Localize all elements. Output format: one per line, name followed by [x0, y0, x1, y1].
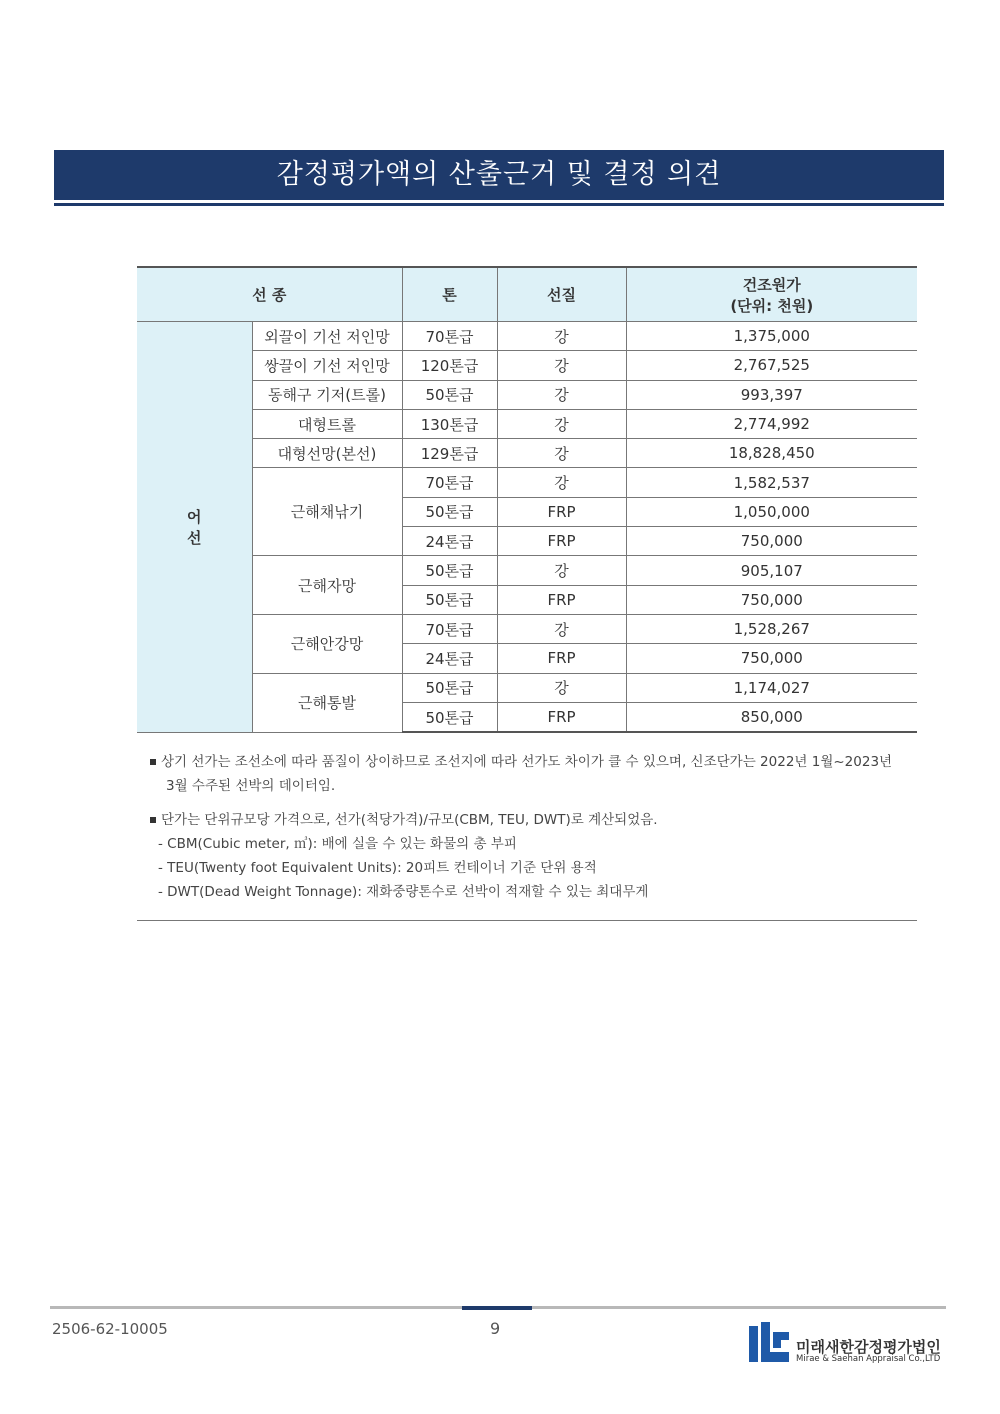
material-cell: 강 [497, 614, 626, 643]
company-name-en: Mirae & Saehan Appraisal Co.,LTD [796, 1354, 941, 1364]
note-cbm: - CBM(Cubic meter, ㎥): 배에 실을 수 있는 화물의 총 부피 [158, 836, 517, 852]
material-cell: 강 [497, 556, 626, 585]
material-cell: FRP [497, 527, 626, 556]
vessel-type-cell: 대형트롤 [252, 409, 402, 438]
table-row [137, 409, 917, 438]
footer-divider-accent [462, 1306, 532, 1310]
header-type: 선 종 [137, 267, 402, 322]
material-cell: 강 [497, 439, 626, 468]
vessel-type-cell: 대형선망(본선) [252, 439, 402, 468]
price-cell: 1,582,537 [626, 468, 917, 497]
table-row [137, 673, 917, 702]
category-label: 어 선 [187, 507, 202, 547]
ton-cell: 50톤급 [402, 556, 497, 585]
company-name: 미래새한감정평가법인 [796, 1338, 941, 1356]
table-row [137, 439, 917, 468]
price-cell: 750,000 [626, 644, 917, 673]
price-cell: 750,000 [626, 585, 917, 614]
price-cell: 905,107 [626, 556, 917, 585]
bullet-icon [150, 759, 156, 765]
ton-cell: 24톤급 [402, 644, 497, 673]
page-number: 9 [490, 1319, 501, 1338]
vessel-type-cell: 근해자망 [252, 556, 402, 615]
ton-cell: 50톤급 [402, 380, 497, 409]
note-1-line-2: 3월 수주된 선박의 데이터임. [166, 778, 336, 794]
material-cell: FRP [497, 644, 626, 673]
note-dwt: - DWT(Dead Weight Tonnage): 재화중량톤수로 선박이 적재할 수 있는 최대무게 [158, 884, 649, 900]
vessel-type-cell: 쌍끌이 기선 저인망 [252, 351, 402, 380]
notes [150, 750, 920, 904]
material-cell: FRP [497, 585, 626, 614]
header-price [626, 267, 917, 322]
bullet-icon [150, 817, 156, 823]
header-material: 선질 [497, 267, 626, 322]
ton-cell: 70톤급 [402, 322, 497, 351]
ton-cell: 50톤급 [402, 585, 497, 614]
ship-price-table [137, 266, 917, 733]
vessel-type-cell: 근해안강망 [252, 614, 402, 673]
material-cell: 강 [497, 322, 626, 351]
ton-cell: 120톤급 [402, 351, 497, 380]
ton-cell: 50톤급 [402, 497, 497, 526]
page-title: 감정평가액의 산출근거 및 결정 의견 [54, 150, 944, 200]
vessel-type-cell: 외끌이 기선 저인망 [252, 322, 402, 351]
price-cell: 1,174,027 [626, 673, 917, 702]
material-cell: 강 [497, 351, 626, 380]
note-teu: - TEU(Twenty foot Equivalent Units): 20피트 컨테이너 기준 단위 용적 [158, 860, 597, 876]
company-logo-icon [749, 1322, 789, 1362]
table-row [137, 351, 917, 380]
table-header-row [137, 267, 917, 322]
note-2 [150, 808, 920, 832]
table-row [137, 380, 917, 409]
ton-cell: 130톤급 [402, 409, 497, 438]
note-1 [150, 750, 920, 774]
price-cell: 1,528,267 [626, 614, 917, 643]
price-cell: 18,828,450 [626, 439, 917, 468]
document-number: 2506-62-10005 [52, 1320, 168, 1338]
material-cell: FRP [497, 497, 626, 526]
material-cell: FRP [497, 702, 626, 732]
vessel-type-cell: 근해채낚기 [252, 468, 402, 556]
vessel-type-cell: 근해통발 [252, 673, 402, 732]
header-price-label: 건조원가 [742, 275, 801, 294]
ton-cell: 70톤급 [402, 468, 497, 497]
ton-cell: 50톤급 [402, 702, 497, 732]
price-cell: 1,050,000 [626, 497, 917, 526]
ton-cell: 129톤급 [402, 439, 497, 468]
header-price-unit: (단위: 천원) [730, 296, 814, 315]
header-ton: 톤 [402, 267, 497, 322]
notes-divider [137, 920, 917, 921]
table-row [137, 322, 917, 351]
note-1-line-1: 상기 선가는 조선소에 따라 품질이 상이하므로 조선지에 따라 선가도 차이가 클 수 있으며, 신조단가는 2022년 1월~2023년 [161, 754, 893, 770]
price-cell: 1,375,000 [626, 322, 917, 351]
table-row [137, 468, 917, 497]
category-cell [137, 322, 252, 733]
ton-cell: 50톤급 [402, 673, 497, 702]
material-cell: 강 [497, 468, 626, 497]
price-cell: 850,000 [626, 702, 917, 732]
table-row [137, 556, 917, 585]
price-cell: 2,767,525 [626, 351, 917, 380]
ton-cell: 24톤급 [402, 527, 497, 556]
note-2-text: 단가는 단위규모당 가격으로, 선가(척당가격)/규모(CBM, TEU, DWT)로 계산되었음. [161, 812, 658, 828]
material-cell: 강 [497, 673, 626, 702]
material-cell: 강 [497, 380, 626, 409]
material-cell: 강 [497, 409, 626, 438]
title-underline [54, 203, 944, 206]
ton-cell: 70톤급 [402, 614, 497, 643]
vessel-type-cell: 동해구 기저(트롤) [252, 380, 402, 409]
price-cell: 993,397 [626, 380, 917, 409]
price-cell: 2,774,992 [626, 409, 917, 438]
table-row [137, 614, 917, 643]
price-cell: 750,000 [626, 527, 917, 556]
